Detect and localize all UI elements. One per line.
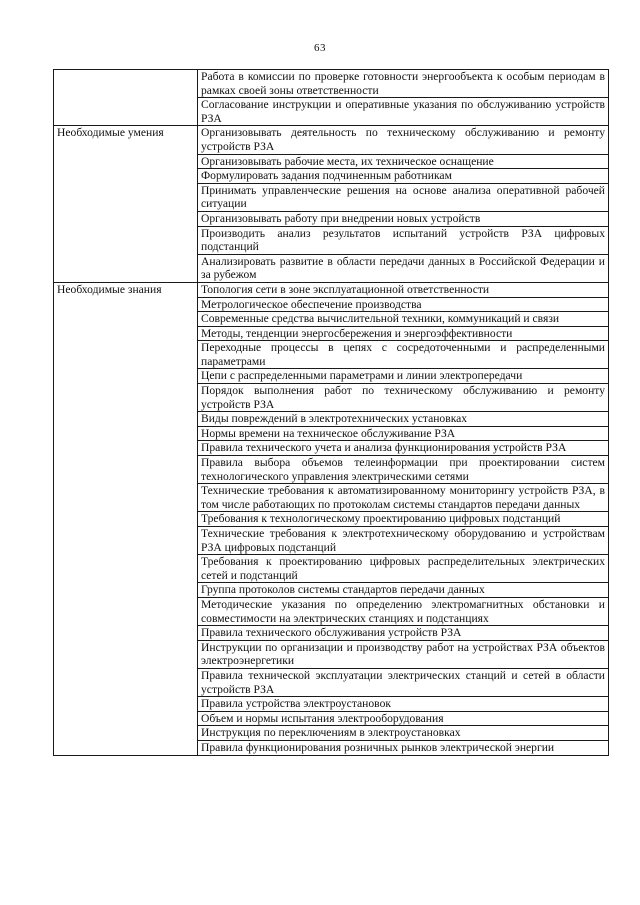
requirement-item: Формулировать задания подчиненным работникам (198, 169, 609, 184)
requirement-item: Производить анализ результатов испытаний устройств РЗА цифровых подстанций (198, 226, 609, 254)
requirement-item: Нормы времени на техническое обслуживание РЗА (198, 426, 609, 441)
requirements-table (53, 69, 609, 756)
requirement-item: Правила технической эксплуатации электрических станций и сетей в области устройств РЗА (198, 668, 609, 696)
requirement-item: Организовывать работу при внедрении новых устройств (198, 211, 609, 226)
requirement-item: Организовывать рабочие места, их техническое оснащение (198, 154, 609, 169)
requirement-item: Метрологическое обеспечение производства (198, 297, 609, 312)
requirement-item: Анализировать развитие в области передачи данных в Российской Федерации и за рубежом (198, 254, 609, 282)
requirement-item: Правила устройства электроустановок (198, 697, 609, 712)
requirement-item: Технические требования к автоматизированному мониторингу устройств РЗА, в том числе работающих по протоколам системы стандартов передачи данных (198, 484, 609, 512)
requirement-item: Топология сети в зоне эксплуатационной ответственности (198, 282, 609, 297)
requirement-item: Правила технического учета и анализа функционирования устройств РЗА (198, 441, 609, 456)
requirement-item: Правила функционирования розничных рынков электрической энергии (198, 740, 609, 755)
category-cell (54, 70, 198, 126)
requirement-item: Согласование инструкции и оперативные указания по обслуживанию устройств РЗА (198, 98, 609, 126)
requirement-item: Правила технического обслуживания устройств РЗА (198, 626, 609, 641)
requirement-item: Методы, тенденции энергосбережения и энергоэффективности (198, 326, 609, 341)
requirement-item: Инструкции по организации и производству работ на устройствах РЗА объектов электроэнергетики (198, 640, 609, 668)
requirement-item: Виды повреждений в электротехнических установках (198, 412, 609, 427)
requirement-item: Объем и нормы испытания электрооборудования (198, 711, 609, 726)
requirement-item: Методические указания по определению электромагнитных обстановки и совместимости на электрических станциях и подстанциях (198, 597, 609, 625)
requirement-item: Требования к технологическому проектированию цифровых подстанций (198, 512, 609, 527)
requirement-item: Группа протоколов системы стандартов передачи данных (198, 583, 609, 598)
table-row (54, 282, 609, 297)
table-row (54, 126, 609, 154)
requirement-item: Инструкция по переключениям в электроустановках (198, 726, 609, 741)
category-cell: Необходимые знания (54, 282, 198, 755)
requirement-item: Цепи с распределенными параметрами и линии электропередачи (198, 369, 609, 384)
requirement-item: Переходные процессы в цепях с сосредоточенными и распределенными параметрами (198, 341, 609, 369)
requirement-item: Организовывать деятельность по техническому обслуживанию и ремонту устройств РЗА (198, 126, 609, 154)
requirement-item: Технические требования к электротехническому оборудованию и устройствам РЗА цифровых подстанций (198, 527, 609, 555)
requirement-item: Порядок выполнения работ по техническому обслуживанию и ремонту устройств РЗА (198, 384, 609, 412)
requirement-item: Требования к проектированию цифровых распределительных электрических сетей и подстанций (198, 555, 609, 583)
requirement-item: Правила выбора объемов телеинформации при проектировании систем технологического управления электрическими сетями (198, 456, 609, 484)
table-row (54, 70, 609, 98)
requirement-item: Принимать управленческие решения на основе анализа оперативной рабочей ситуации (198, 183, 609, 211)
requirement-item: Работа в комиссии по проверке готовности энергообъекта к особым периодам в рамках своей зоны ответственности (198, 70, 609, 98)
requirements-table-body (54, 70, 609, 756)
page-number: 63 (314, 42, 326, 54)
requirement-item: Современные средства вычислительной техники, коммуникаций и связи (198, 312, 609, 327)
category-cell: Необходимые умения (54, 126, 198, 283)
